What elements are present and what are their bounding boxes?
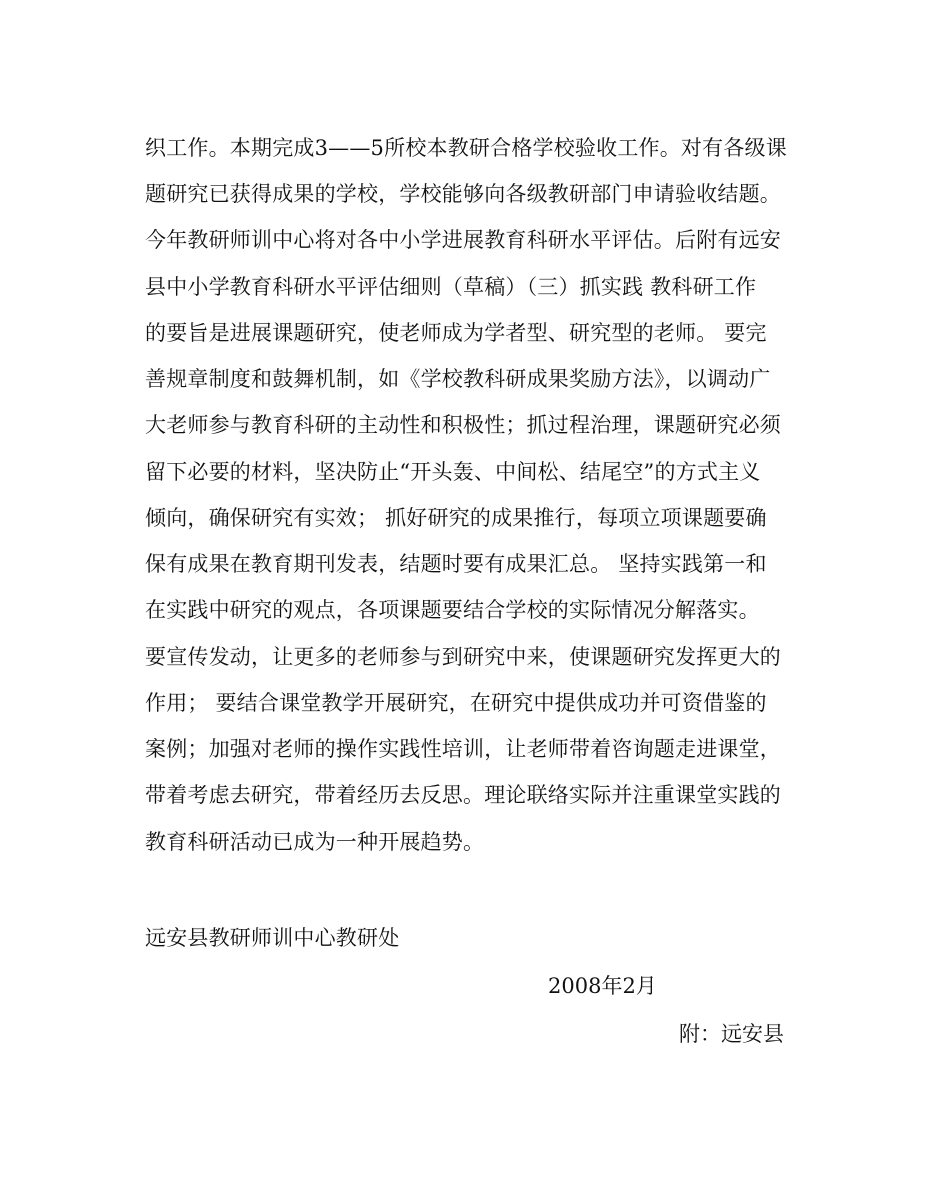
body-text-line: 善规章制度和鼓舞机制，如《学校教科研成果奖励方法》，以调动广 [145, 367, 771, 391]
body-text-line: 案例；加强对老师的操作实践性培训，让老师带着咨询题走进课堂， [145, 737, 781, 761]
document-date: 2008年2月 [548, 974, 657, 998]
body-text-line: 教育科研活动已成为一种开展趋势。 [145, 830, 485, 854]
body-text-line: 带着考虑去研究，带着经历去反思。理论联络实际并注重课堂实践的 [145, 783, 781, 807]
signature-organization: 远安县教研师训中心教研处 [145, 926, 400, 950]
body-text-line: 的要旨是进展课题研究，使老师成为学者型、研究型的老师。 要完 [145, 321, 767, 345]
body-text-line: 县中小学教育科研水平评估细则（草稿）（三）抓实践 教科研工作 [145, 275, 757, 299]
body-text-line: 保有成果在教育期刊发表，结题时要有成果汇总。 坚持实践第一和 [145, 552, 767, 576]
body-text-line: 作用； 要结合课堂教学开展研究，在研究中提供成功并可资借鉴的 [145, 691, 767, 715]
appendix-label: 附：远安县 [679, 1022, 784, 1046]
body-text-line: 织工作。本期完成3——5所校本教研合格学校验收工作。对有各级课 [145, 136, 787, 160]
body-text-line: 留下必要的材料，坚决防止“开头轰、中间松、结尾空”的方式主义 [145, 460, 761, 484]
body-text-line: 要宣传发动，让更多的老师参与到研究中来，使课题研究发挥更大的 [145, 645, 781, 669]
body-text-line: 今年教研师训中心将对各中小学进展教育科研水平评估。后附有远安 [145, 228, 781, 252]
body-text-line: 大老师参与教育科研的主动性和积极性；抓过程治理，课题研究必须 [145, 413, 781, 437]
body-text-line: 倾向，确保研究有实效； 抓好研究的成果推行，每项立项课题要确 [145, 506, 767, 530]
body-text-line: 题研究已获得成果的学校，学校能够向各级教研部门申请验收结题。 [145, 182, 781, 206]
body-text-line: 在实践中研究的观点，各项课题要结合学校的实际情况分解落实。 [145, 598, 760, 622]
